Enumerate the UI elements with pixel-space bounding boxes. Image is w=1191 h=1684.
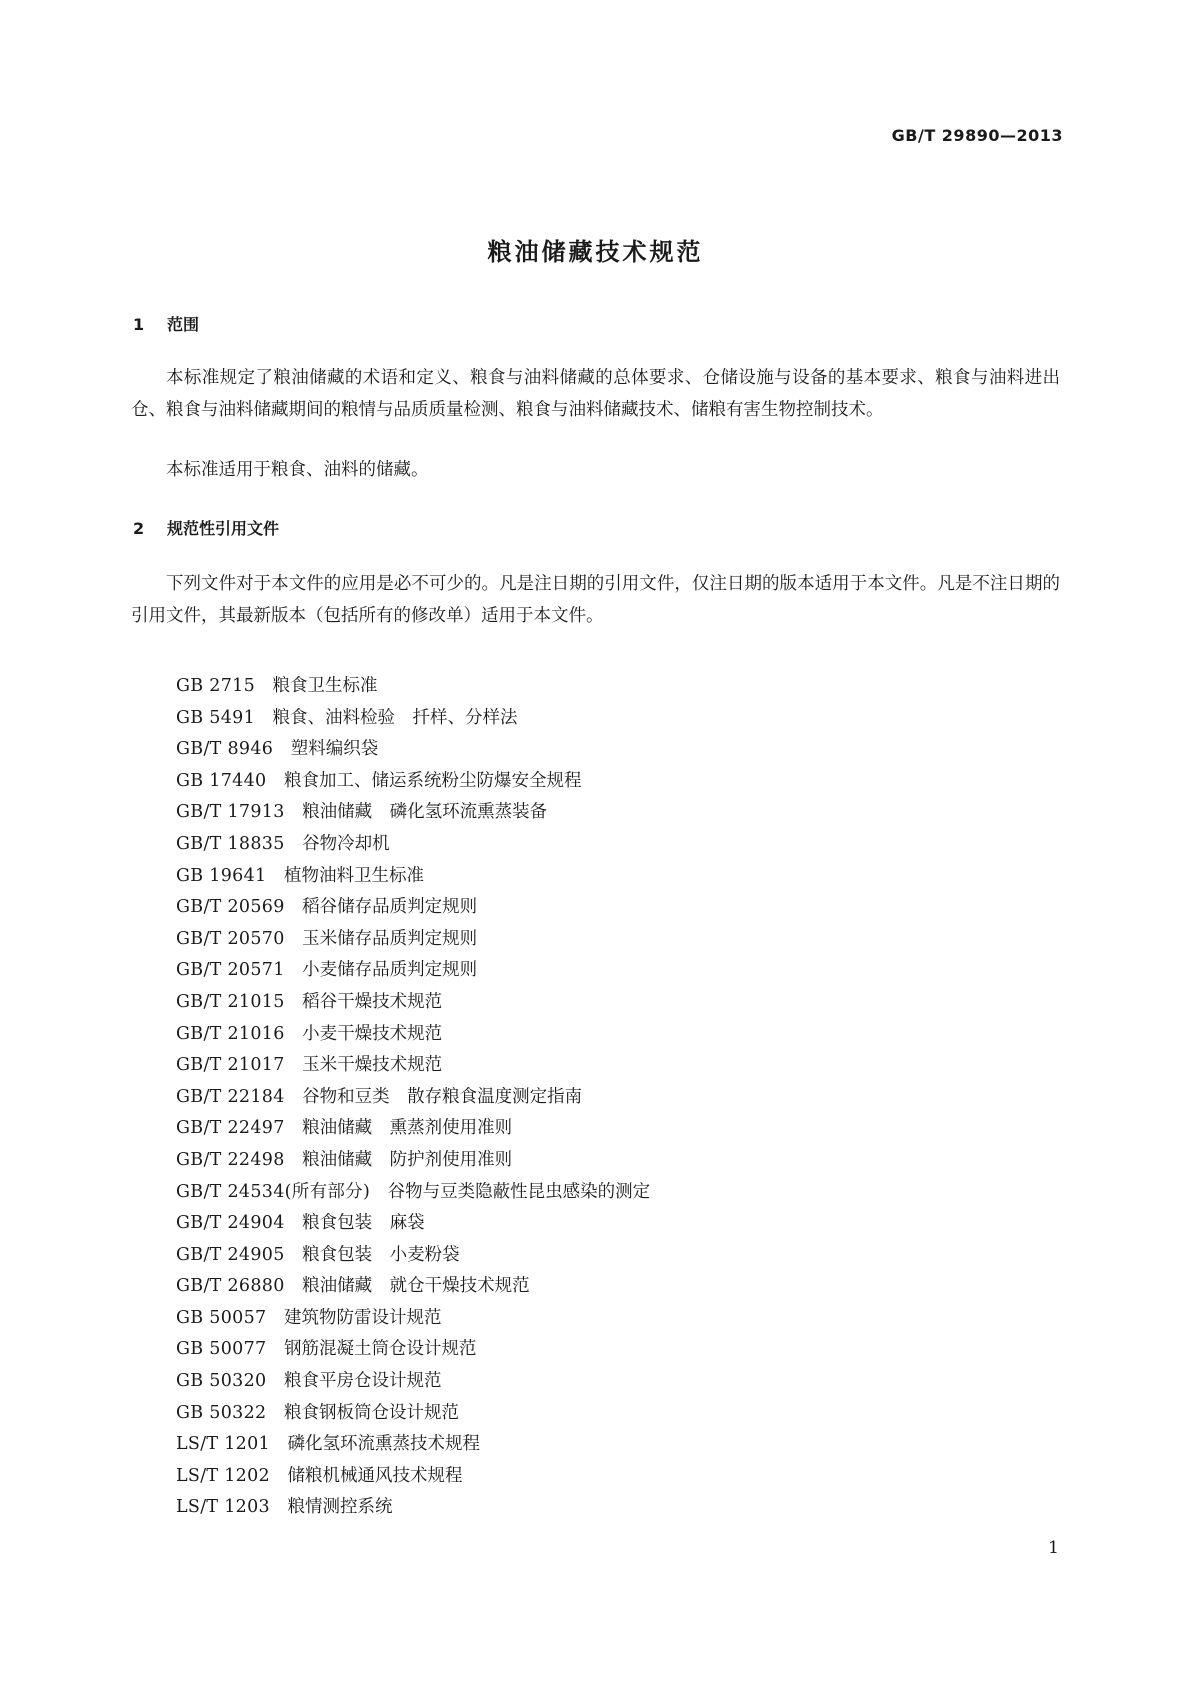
standard-code: GB/T 29890—2013 <box>891 126 1063 145</box>
reference-separator <box>285 1087 303 1107</box>
reference-code: GB/T 24534(所有部分) <box>176 1181 371 1202</box>
reference-code: GB/T 26880 <box>176 1276 285 1297</box>
reference-title: 小麦干燥技术规范 <box>302 1023 443 1044</box>
reference-item <box>176 1082 650 1114</box>
reference-title: 磷化氢环流熏蒸技术规程 <box>287 1434 480 1455</box>
reference-title: 稻谷干燥技术规范 <box>302 991 443 1012</box>
reference-code: GB/T 21016 <box>176 1023 285 1044</box>
reference-code: GB/T 21015 <box>176 991 285 1012</box>
reference-code: GB 50320 <box>176 1371 267 1392</box>
reference-code: GB/T 17913 <box>176 802 285 823</box>
reference-item <box>176 1240 650 1272</box>
section-1-heading <box>133 312 199 335</box>
reference-item <box>176 1398 650 1430</box>
reference-title: 粮情测控系统 <box>287 1497 393 1518</box>
normative-references-intro: 下列文件对于本文件的应用是必不可少的。凡是注日期的引用文件，仅注日期的版本适用于本文件。凡是不注日期的引用文件，其最新版本（包括所有的修改单）适用于本文件。 <box>131 574 1060 626</box>
reference-code: GB/T 8946 <box>176 739 274 760</box>
reference-title: 玉米干燥技术规范 <box>302 1055 443 1076</box>
reference-separator <box>266 1403 284 1423</box>
reference-separator <box>266 1308 284 1328</box>
reference-item <box>176 1271 650 1303</box>
applicability-paragraph: 本标准适用于粮食、油料的储藏。 <box>166 460 429 480</box>
reference-title: 稻谷储存品质判定规则 <box>302 897 478 918</box>
reference-code: GB 50322 <box>176 1402 267 1423</box>
reference-code: GB/T 24905 <box>176 1244 285 1265</box>
reference-code: LS/T 1201 <box>176 1434 270 1455</box>
reference-title: 玉米储存品质判定规则 <box>302 928 478 949</box>
reference-separator <box>285 1150 303 1170</box>
reference-item <box>176 1461 650 1493</box>
reference-code: GB/T 21017 <box>176 1055 285 1076</box>
reference-title: 粮油储藏 磷化氢环流熏蒸装备 <box>302 802 548 823</box>
reference-title: 粮食、油料检验 扦样、分样法 <box>272 707 518 728</box>
reference-separator <box>285 1024 303 1044</box>
reference-separator <box>285 1276 303 1296</box>
section-title: 规范性引用文件 <box>167 519 280 538</box>
reference-title: 储粮机械通风技术规程 <box>287 1465 463 1486</box>
reference-item <box>176 1366 650 1398</box>
section-title: 范围 <box>167 315 200 334</box>
reference-separator <box>266 771 284 791</box>
reference-title: 粮食包装 小麦粉袋 <box>302 1244 460 1265</box>
section-2-heading <box>133 516 279 539</box>
reference-title: 粮食包装 麻袋 <box>302 1213 425 1234</box>
reference-code: GB/T 22184 <box>176 1086 285 1107</box>
reference-code: GB 50057 <box>176 1307 267 1328</box>
reference-code: GB 50077 <box>176 1339 267 1360</box>
reference-separator <box>270 1434 288 1454</box>
reference-title: 谷物与豆类隐蔽性昆虫感染的测定 <box>387 1181 651 1202</box>
reference-item <box>176 734 650 766</box>
reference-item <box>176 1303 650 1335</box>
page-number: 1 <box>1048 1538 1059 1558</box>
reference-title: 粮食加工、储运系统粉尘防爆安全规程 <box>283 770 582 791</box>
reference-code: GB/T 18835 <box>176 833 285 854</box>
reference-item <box>176 1492 650 1524</box>
reference-title: 建筑物防雷设计规范 <box>283 1307 442 1328</box>
reference-code: GB 2715 <box>176 676 256 696</box>
reference-title: 小麦储存品质判定规则 <box>302 960 478 981</box>
reference-item <box>176 1429 650 1461</box>
reference-code: GB 19641 <box>176 865 267 886</box>
reference-separator <box>266 1339 284 1359</box>
reference-item <box>176 1208 650 1240</box>
reference-separator <box>270 1466 288 1486</box>
reference-separator <box>266 866 284 886</box>
reference-item <box>176 671 650 703</box>
reference-item <box>176 861 650 893</box>
reference-item <box>176 1113 650 1145</box>
reference-code: LS/T 1202 <box>176 1465 270 1486</box>
reference-title: 粮食卫生标准 <box>272 676 378 696</box>
document-title: 粮油储藏技术规范 <box>487 238 704 266</box>
reference-code: GB/T 22497 <box>176 1118 285 1139</box>
reference-separator <box>285 1213 303 1233</box>
reference-separator <box>285 1245 303 1265</box>
reference-separator <box>270 1497 288 1517</box>
reference-item <box>176 797 650 829</box>
reference-title: 粮食平房仓设计规范 <box>283 1371 442 1392</box>
reference-separator <box>273 739 291 759</box>
reference-item <box>176 1145 650 1177</box>
reference-code: LS/T 1203 <box>176 1497 270 1518</box>
reference-code: GB/T 20569 <box>176 897 285 918</box>
section-number: 2 <box>133 519 145 538</box>
reference-separator <box>285 1055 303 1075</box>
reference-separator <box>255 676 273 696</box>
reference-separator <box>266 1371 284 1391</box>
reference-item <box>176 924 650 956</box>
reference-item <box>176 766 650 798</box>
reference-code: GB/T 20570 <box>176 928 285 949</box>
reference-code: GB/T 22498 <box>176 1149 285 1170</box>
reference-separator <box>285 834 303 854</box>
reference-separator <box>370 1182 388 1202</box>
section-number: 1 <box>133 315 145 334</box>
reference-separator <box>285 1118 303 1138</box>
reference-item <box>176 987 650 1019</box>
reference-item <box>176 955 650 987</box>
reference-title: 谷物和豆类 散存粮食温度测定指南 <box>302 1086 583 1107</box>
reference-title: 钢筋混凝土筒仓设计规范 <box>283 1339 477 1360</box>
reference-item <box>176 1050 650 1082</box>
reference-separator <box>285 897 303 917</box>
reference-item <box>176 892 650 924</box>
reference-separator <box>255 708 273 728</box>
reference-separator <box>285 992 303 1012</box>
reference-item <box>176 829 650 861</box>
scope-paragraph: 本标准规定了粮油储藏的术语和定义、粮食与油料储藏的总体要求、仓储设施与设备的基本要求、粮食与油料进出仓、粮食与油料储藏期间的粮情与品质质量检测、粮食与油料储藏技术、储粮有害生物控制技术。 <box>131 368 1060 420</box>
reference-item <box>176 1334 650 1366</box>
reference-title: 植物油料卫生标准 <box>283 865 424 886</box>
reference-separator <box>285 802 303 822</box>
reference-title: 粮食钢板筒仓设计规范 <box>283 1402 459 1423</box>
reference-separator <box>285 929 303 949</box>
reference-item <box>176 1019 650 1051</box>
reference-separator <box>285 960 303 980</box>
reference-item <box>176 1177 650 1209</box>
reference-code: GB 5491 <box>176 707 256 728</box>
reference-code: GB/T 20571 <box>176 960 285 981</box>
reference-code: GB/T 24904 <box>176 1213 285 1234</box>
reference-title: 谷物冷却机 <box>302 833 390 854</box>
reference-title: 粮油储藏 就仓干燥技术规范 <box>302 1276 530 1297</box>
reference-code: GB 17440 <box>176 770 267 791</box>
reference-title: 粮油储藏 熏蒸剂使用准则 <box>302 1118 513 1139</box>
reference-title: 粮油储藏 防护剂使用准则 <box>302 1149 513 1170</box>
reference-title: 塑料编织袋 <box>290 739 379 760</box>
reference-list <box>176 671 650 1524</box>
reference-item <box>176 703 650 735</box>
